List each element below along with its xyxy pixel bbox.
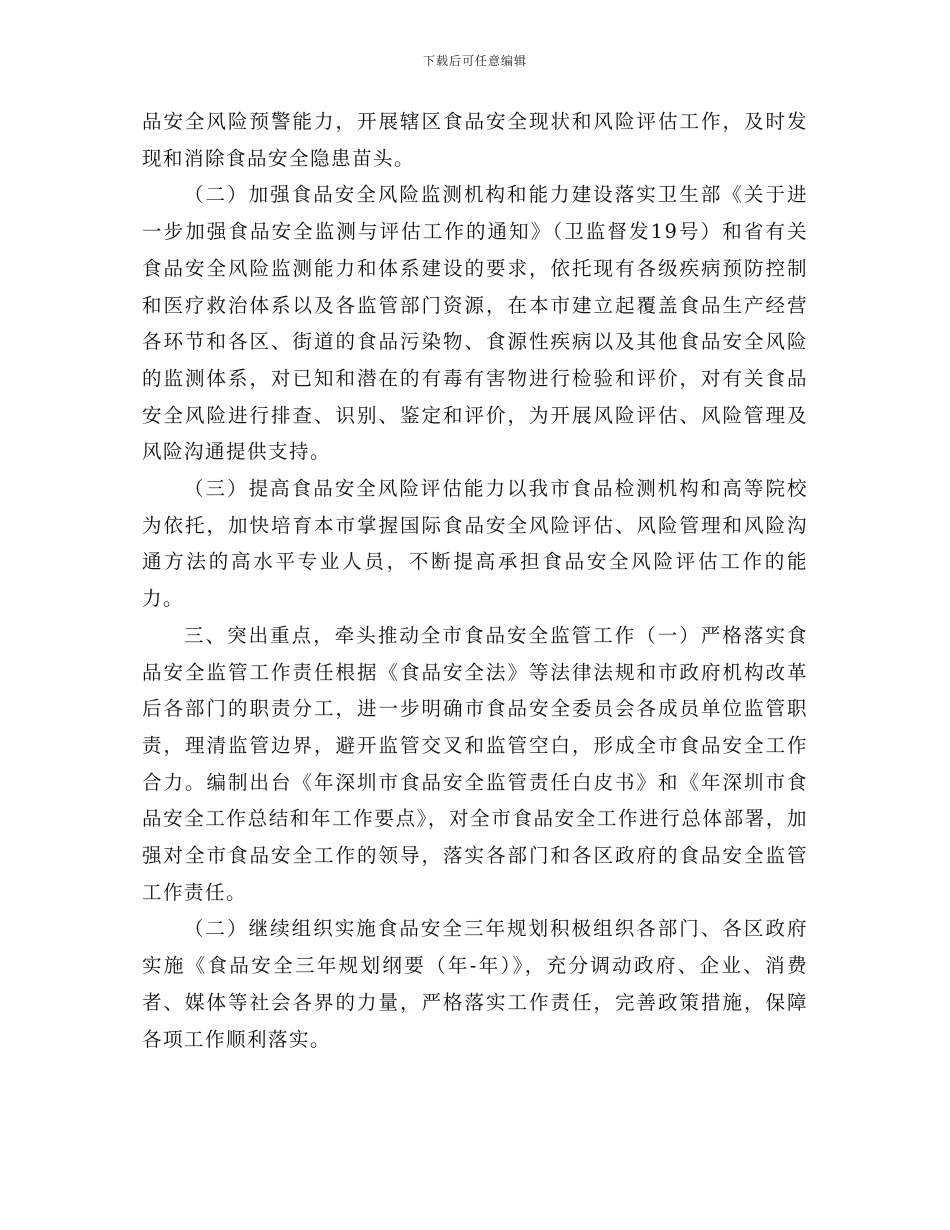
paragraph-supervision-responsibility: 三、突出重点，牵头推动全市食品安全监管工作（一）严格落实食品安全监管工作责任根据《食品安全法》等法律法规和市政府机构改革后各部门的职责分工，进一步明确市食品安全委员会各成员单位监管职责，理清监管边界，避开监管交叉和监管空白，形成全市食品安全工作合力。编制出台《年深圳市食品安全监管责任白皮书》和《年深圳市食品安全工作总结和年工作要点》，对全市食品安全工作进行总体部署，加强对全市食品安全工作的领导，落实各部门和各区政府的食品安全监管工作责任。 [142, 623, 808, 904]
header-note: 下载后可任意编辑 [422, 54, 527, 68]
paragraph-risk-monitoring: （二）加强食品安全风险监测机构和能力建设落实卫生部《关于进一步加强食品安全监测与评估工作的通知》（卫监督发19号）和省有关食品安全风险监测能力和体系建设的要求，依托现有各级疾病预防控制和医疗救治体系以及各监管部门资源，在本市建立起覆盖食品生产经营各环节和各区、街道的食品污染物、食源性疾病以及其他食品安全风险的监测体系，对已知和潜在的有毒有害物进行检验和评价，对有关食品安全风险进行排查、识别、鉴定和评价，为开展风险评估、风险管理及风险沟通提供支持。 [142, 183, 808, 464]
paragraph-risk-assessment: （三）提高食品安全风险评估能力以我市食品检测机构和高等院校为依托，加快培育本市掌握国际食品安全风险评估、风险管理和风险沟通方法的高水平专业人员，不断提高承担食品安全风险评估工作的能力。 [142, 477, 808, 611]
paragraph-continuation: 品安全风险预警能力，开展辖区食品安全现状和风险评估工作，及时发现和消除食品安全隐患苗头。 [142, 110, 808, 170]
paragraph-three-year-plan: （二）继续组织实施食品安全三年规划积极组织各部门、各区政府实施《食品安全三年规划纲要（年-年）》，充分调动政府、企业、消费者、媒体等社会各界的力量，严格落实工作责任，完善政策措施，保障各项工作顺利落实。 [142, 917, 808, 1051]
document-body [142, 104, 808, 1058]
